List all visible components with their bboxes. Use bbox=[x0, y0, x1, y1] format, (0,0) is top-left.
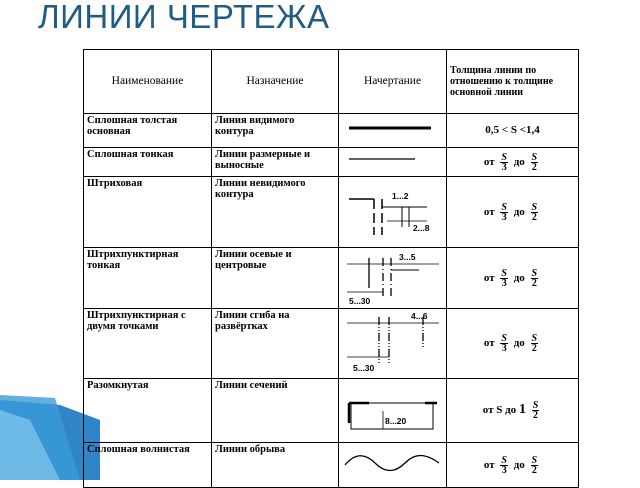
table-row bbox=[84, 114, 579, 148]
row-purpose: Линии невидимого контура bbox=[212, 177, 339, 248]
line-types-table bbox=[83, 49, 579, 488]
table-row bbox=[84, 309, 579, 379]
row-thickness: от $\frac{S}{3}$ до $\frac{S}{2}$ bbox=[447, 309, 579, 379]
row-drawing bbox=[339, 248, 447, 309]
row-thickness: от $\frac{S}{3}$ до $\frac{S}{2}$ bbox=[447, 248, 579, 309]
table-row bbox=[84, 148, 579, 177]
header-drawing: Начертание bbox=[339, 50, 447, 114]
row-purpose: Линии сечений bbox=[212, 379, 339, 443]
slide-title: ЛИНИИ ЧЕРТЕЖА bbox=[38, 0, 330, 35]
row-purpose: Линии осевые и центровые bbox=[212, 248, 339, 309]
row-drawing bbox=[339, 148, 447, 177]
table-row bbox=[84, 443, 579, 488]
row-drawing bbox=[339, 443, 447, 488]
open-line-sample bbox=[339, 379, 447, 442]
row-name: Штрихпунктирная тонкая bbox=[84, 248, 212, 309]
header-purpose: Назначение bbox=[212, 50, 339, 114]
row-thickness: от S до 1 $\frac{S}{2}$ bbox=[447, 379, 579, 443]
header-thickness: Толщина линии по отношению к толщине основной линии bbox=[447, 50, 579, 114]
row-name: Сплошная волнистая bbox=[84, 443, 212, 488]
row-purpose: Линии сгиба на развёртках bbox=[212, 309, 339, 379]
dash-dot-gap-label: 3...5 bbox=[399, 252, 416, 262]
row-name: Сплошная тонкая bbox=[84, 148, 212, 177]
row-name: Штриховая bbox=[84, 177, 212, 248]
dash-length-label: 2...8 bbox=[413, 223, 430, 233]
row-thickness: от $\frac{S}{3}$ до $\frac{S}{2}$ bbox=[447, 177, 579, 248]
wavy-line-sample bbox=[339, 443, 447, 487]
row-purpose: Линия видимого контура bbox=[212, 114, 339, 148]
dash-dot-length-label: 5...30 bbox=[349, 296, 371, 306]
row-name: Разомкнутая bbox=[84, 379, 212, 443]
double-dot-gap-label: 4...6 bbox=[411, 311, 428, 321]
thick-solid-line-sample bbox=[339, 114, 447, 147]
dashed-line-sample bbox=[339, 177, 447, 247]
dash-double-dot-line-sample bbox=[339, 309, 447, 378]
double-dot-length-label: 5...30 bbox=[353, 363, 375, 373]
row-drawing bbox=[339, 177, 447, 248]
row-thickness: от $\frac{S}{3}$ до $\frac{S}{2}$ bbox=[447, 148, 579, 177]
table-row bbox=[84, 177, 579, 248]
open-line-length-label: 8...20 bbox=[385, 416, 407, 426]
dash-dot-thin-line-sample bbox=[339, 248, 447, 308]
row-drawing bbox=[339, 379, 447, 443]
header-name: Наименование bbox=[84, 50, 212, 114]
row-purpose: Линии размерные и выносные bbox=[212, 148, 339, 177]
row-name: Штрихпунктирная с двумя точками bbox=[84, 309, 212, 379]
table-row bbox=[84, 248, 579, 309]
table-row bbox=[84, 379, 579, 443]
row-thickness: от $\frac{S}{3}$ до $\frac{S}{2}$ bbox=[447, 443, 579, 488]
row-name: Сплошная толстая основная bbox=[84, 114, 212, 148]
row-drawing bbox=[339, 114, 447, 148]
thin-solid-line-sample bbox=[339, 148, 447, 176]
row-drawing bbox=[339, 309, 447, 379]
row-thickness: 0,5 < S <1,4 bbox=[447, 114, 579, 148]
dash-gap-label: 1...2 bbox=[392, 191, 409, 201]
table-header-row bbox=[84, 50, 579, 114]
row-purpose: Линии обрыва bbox=[212, 443, 339, 488]
